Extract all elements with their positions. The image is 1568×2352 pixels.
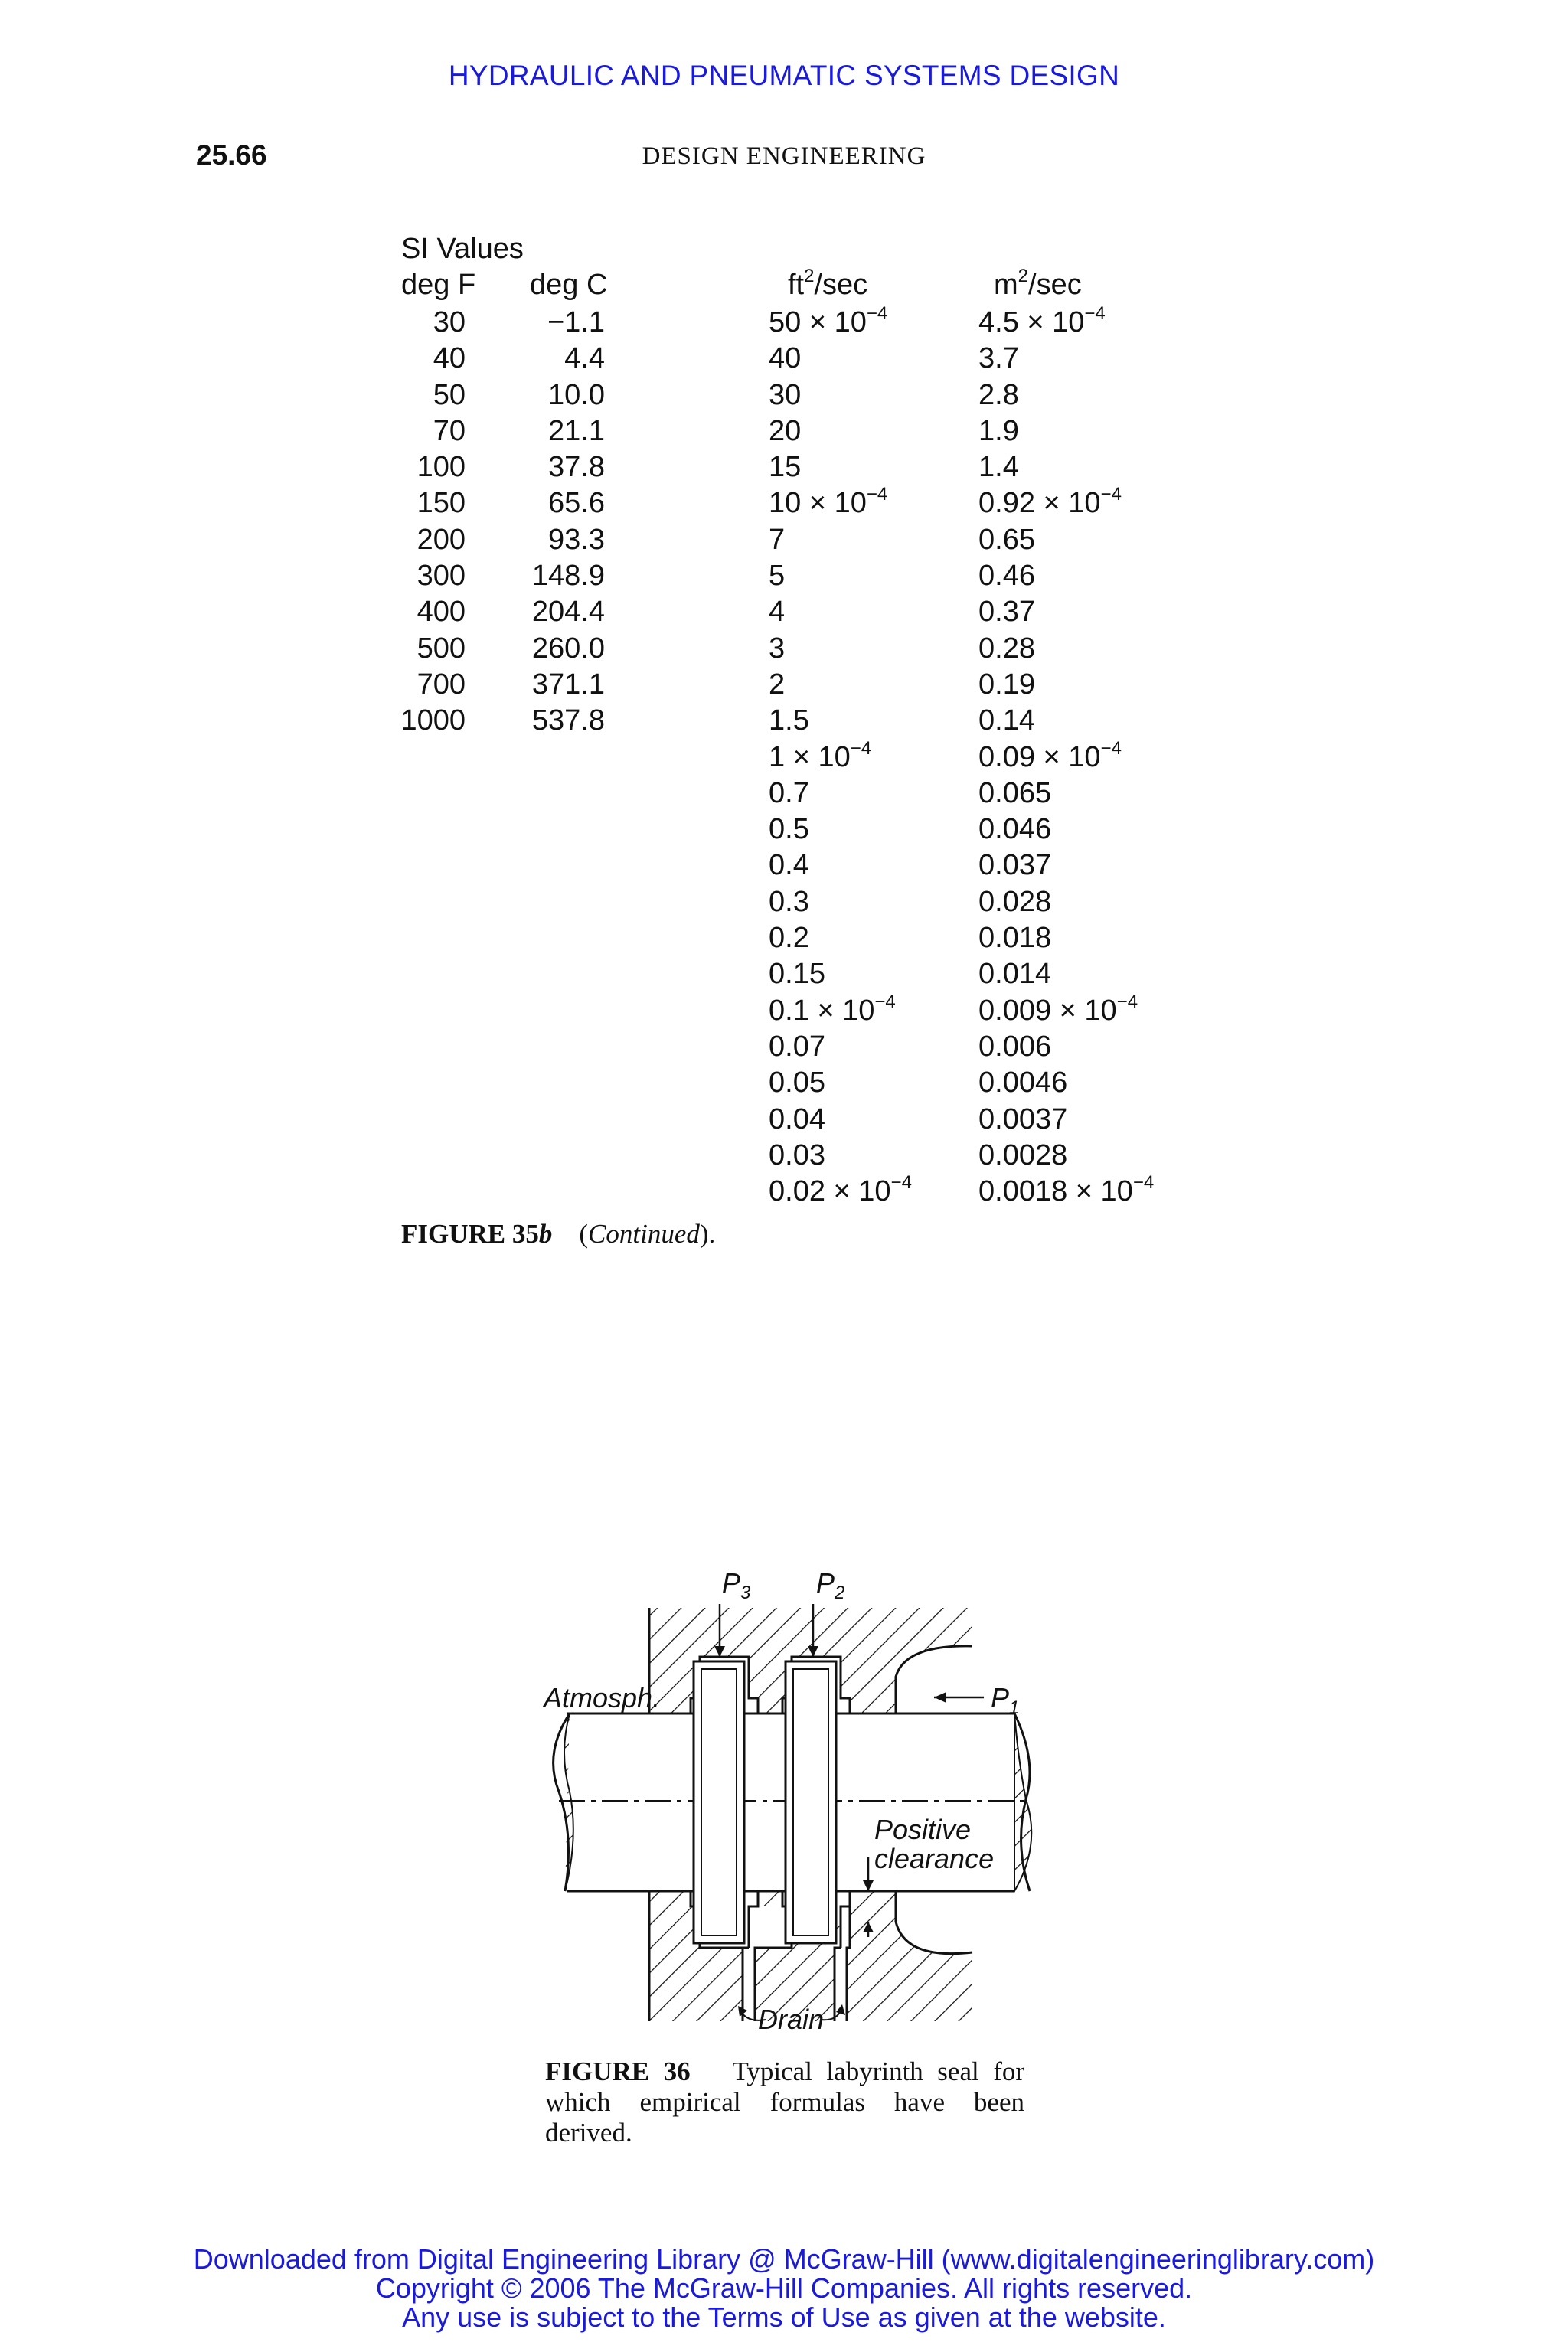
deg_c-cell (521, 341, 605, 377)
deg_c-cell (521, 667, 605, 703)
m2_sec-value: 0.37 (978, 596, 1035, 629)
header-ft-persec: /sec (814, 269, 868, 301)
label-p2: $P_2$ (816, 1567, 845, 1603)
figure-35b-caption: FIGURE 35b (Continued). (401, 1219, 716, 1249)
ft2_sec-value: 10 × 10 (769, 487, 867, 520)
m2_sec-value: 0.018 (978, 922, 1052, 955)
deg_c-value: 37.8 (548, 451, 605, 484)
m2_sec-value: 0.28 (978, 632, 1035, 665)
ft2_sec-cell (769, 1065, 912, 1101)
ft2_sec-cell (769, 594, 912, 630)
m2_sec-cell (978, 485, 1154, 521)
m2_sec-value: 3.7 (978, 342, 1019, 375)
ft2_sec-cell (769, 920, 912, 956)
labyrinth-seal-diagram (536, 1562, 1041, 2052)
deg_f-value: 500 (416, 632, 466, 665)
ft2_sec-cell (769, 631, 912, 667)
ft2_sec-exponent: −4 (874, 991, 896, 1012)
header-ft-exp: 2 (804, 266, 815, 286)
m2_sec-cell (978, 737, 1154, 776)
ft2_sec-cell (769, 522, 912, 558)
m2_sec-cell (978, 1138, 1154, 1174)
m2_sec-cell (978, 594, 1154, 630)
ft2_sec-cell (769, 812, 912, 848)
ft2_sec-value: 0.04 (769, 1102, 825, 1135)
deg_c-value: 21.1 (548, 414, 605, 447)
deg_c-value: −1.1 (547, 306, 605, 338)
m2_sec-cell (978, 377, 1154, 413)
footer-terms: Any use is subject to the Terms of Use as given at the website. (402, 2301, 1166, 2333)
ft2_sec-cell (769, 341, 912, 377)
ft2_sec-exponent: −4 (890, 1172, 912, 1194)
ft2_sec-value: 0.02 × 10 (769, 1175, 891, 1208)
deg_f-cell (398, 341, 466, 377)
m2_sec-cell (978, 920, 1154, 956)
deg_c-cell (521, 305, 605, 341)
label-p3: $P_3$ (722, 1567, 751, 1603)
header-deg-f: deg F (401, 269, 476, 301)
ft2_sec-value: 0.05 (769, 1067, 825, 1099)
figure-36-text: Typical labyrinth seal for which empirical formulas have been derived. (545, 2056, 1025, 2148)
m2_sec-exponent: −4 (1100, 737, 1122, 759)
ft2_sec-value: 0.2 (769, 922, 809, 955)
deg_f-cell (398, 667, 466, 703)
m2_sec-value: 0.006 (978, 1030, 1052, 1063)
deg_f-value: 70 (433, 414, 466, 447)
ft2_sec-cell (769, 305, 912, 341)
deg_c-value: 148.9 (531, 560, 605, 593)
deg_c-cell (521, 485, 605, 521)
page-number: 25.66 (196, 139, 267, 171)
header-ft-text: ft (788, 269, 805, 301)
figure-35b-note: Continued (588, 1219, 700, 1249)
ft2_sec-value: 4 (769, 596, 786, 629)
ft2_sec-cell (769, 1029, 912, 1065)
ft2_sec-exponent: −4 (866, 484, 888, 505)
deg_c-value: 204.4 (531, 596, 605, 629)
column-deg-f (398, 305, 466, 740)
ft2_sec-value: 50 × 10 (769, 306, 867, 338)
m2_sec-cell (978, 884, 1154, 920)
ft2_sec-value: 40 (769, 342, 802, 375)
ft2_sec-cell (769, 884, 912, 920)
deg_f-cell (398, 594, 466, 630)
m2_sec-value: 0.014 (978, 958, 1052, 991)
deg_c-value: 537.8 (531, 704, 605, 737)
ft2_sec-cell (769, 413, 912, 449)
footer-download-link[interactable]: Downloaded from Digital Engineering Library @ McGraw-Hill (www.digitalengineeringlibrary.com) (193, 2243, 1375, 2275)
m2_sec-cell (978, 993, 1154, 1029)
figure-35b-suffix: b (538, 1219, 553, 1249)
deg_f-cell (398, 377, 466, 413)
label-atmosph: Atmosph. (544, 1682, 661, 1713)
deg_c-cell (521, 594, 605, 630)
ft2_sec-cell (769, 1138, 912, 1174)
deg_c-cell (521, 522, 605, 558)
m2_sec-value: 1.4 (978, 451, 1019, 484)
m2_sec-cell (978, 522, 1154, 558)
ft2_sec-cell (769, 1174, 912, 1210)
deg_f-cell (398, 485, 466, 521)
ft2_sec-cell (769, 485, 912, 521)
ft2_sec-cell (769, 377, 912, 413)
m2_sec-value: 4.5 × 10 (978, 306, 1085, 338)
header-m-text: m (994, 269, 1018, 301)
ft2_sec-cell (769, 737, 912, 776)
deg_f-value: 700 (416, 668, 466, 701)
ft2_sec-value: 0.15 (769, 958, 825, 991)
m2_sec-cell (978, 703, 1154, 739)
deg_f-cell (398, 522, 466, 558)
m2_sec-cell (978, 1102, 1154, 1138)
m2_sec-value: 0.46 (978, 560, 1035, 593)
m2_sec-exponent: −4 (1132, 1172, 1155, 1194)
ft2_sec-value: 0.1 × 10 (769, 994, 875, 1027)
ft2_sec-cell (769, 993, 912, 1029)
ft2_sec-value: 1 × 10 (769, 740, 851, 773)
deg_f-value: 100 (416, 451, 466, 484)
ft2_sec-value: 0.3 (769, 885, 809, 918)
deg_f-cell (398, 305, 466, 341)
m2_sec-cell (978, 305, 1154, 341)
ft2_sec-value: 30 (769, 378, 802, 411)
deg_c-value: 4.4 (564, 342, 605, 375)
deg_f-cell (398, 558, 466, 594)
m2_sec-value: 0.0018 × 10 (978, 1175, 1133, 1208)
deg_f-value: 30 (433, 306, 466, 338)
deg_f-value: 400 (416, 596, 466, 629)
deg_f-value: 40 (433, 342, 466, 375)
table-title: SI Values (401, 233, 524, 265)
ft2_sec-value: 1.5 (769, 704, 809, 737)
m2_sec-value: 0.65 (978, 523, 1035, 556)
m2_sec-exponent: −4 (1116, 991, 1138, 1012)
m2_sec-cell (978, 631, 1154, 667)
ft2_sec-value: 20 (769, 414, 802, 447)
m2_sec-value: 0.009 × 10 (978, 994, 1117, 1027)
m2_sec-cell (978, 812, 1154, 848)
ft2_sec-value: 0.5 (769, 813, 809, 846)
m2_sec-value: 0.037 (978, 849, 1052, 882)
m2_sec-value: 0.0028 (978, 1138, 1068, 1171)
figure-36-caption (545, 2056, 1024, 2148)
ft2_sec-cell (769, 449, 912, 485)
m2_sec-exponent: −4 (1100, 484, 1122, 505)
m2_sec-cell (978, 848, 1154, 884)
m2_sec-value: 0.14 (978, 704, 1035, 737)
label-positive: Positive (874, 1814, 972, 1845)
m2_sec-cell (978, 449, 1154, 485)
deg_f-value: 150 (416, 487, 466, 520)
m2_sec-value: 0.92 × 10 (978, 487, 1101, 520)
deg_f-cell (398, 631, 466, 667)
ft2_sec-value: 2 (769, 668, 786, 701)
m2_sec-cell (978, 956, 1154, 992)
m2_sec-value: 0.19 (978, 668, 1035, 701)
ft2_sec-cell (769, 703, 912, 739)
label-p1: $P_1$ (991, 1682, 1020, 1718)
m2_sec-exponent: −4 (1084, 303, 1106, 324)
running-head: DESIGN ENGINEERING (642, 142, 926, 170)
m2_sec-cell (978, 341, 1154, 377)
m2_sec-value: 0.065 (978, 776, 1052, 809)
deg_f-cell (398, 449, 466, 485)
m2_sec-cell (978, 413, 1154, 449)
footer-copyright: Copyright © 2006 The McGraw-Hill Companies. All rights reserved. (375, 2272, 1193, 2304)
deg_c-value: 10.0 (548, 378, 605, 411)
m2_sec-cell (978, 776, 1154, 812)
m2_sec-cell (978, 1065, 1154, 1101)
ft2_sec-value: 5 (769, 560, 786, 593)
m2_sec-cell (978, 1174, 1154, 1210)
deg_c-cell (521, 631, 605, 667)
header-ft2-sec (788, 266, 868, 302)
ft2_sec-value: 0.07 (769, 1030, 825, 1063)
m2_sec-value: 1.9 (978, 414, 1019, 447)
column-m2-sec (978, 305, 1154, 1210)
figure-35b-label: FIGURE 35 (401, 1219, 539, 1249)
label-drain: Drain (758, 2004, 825, 2035)
ft2_sec-value: 0.4 (769, 849, 809, 882)
m2_sec-value: 0.028 (978, 885, 1052, 918)
ft2_sec-exponent: −4 (850, 737, 872, 759)
deg_f-value: 1000 (400, 704, 466, 737)
deg_c-value: 65.6 (548, 487, 605, 520)
ft2_sec-exponent: −4 (866, 303, 888, 324)
deg_f-cell (398, 703, 466, 739)
deg_c-cell (521, 558, 605, 594)
m2_sec-cell (978, 1029, 1154, 1065)
header-m-exp: 2 (1018, 266, 1029, 286)
m2_sec-cell (978, 667, 1154, 703)
footer (0, 2245, 1568, 2332)
deg_c-cell (521, 449, 605, 485)
deg_f-value: 300 (416, 560, 466, 593)
ft2_sec-cell (769, 776, 912, 812)
column-deg-c (521, 305, 605, 740)
ft2_sec-value: 7 (769, 523, 786, 556)
header-deg-c: deg C (530, 269, 608, 301)
deg_f-cell (398, 413, 466, 449)
m2_sec-value: 0.046 (978, 813, 1052, 846)
ft2_sec-value: 0.7 (769, 776, 809, 809)
deg_f-value: 50 (433, 378, 466, 411)
ft2_sec-cell (769, 667, 912, 703)
deg_c-value: 93.3 (548, 523, 605, 556)
label-clearance: clearance (874, 1843, 995, 1874)
deg_c-value: 371.1 (531, 668, 605, 701)
deg_c-cell (521, 377, 605, 413)
m2_sec-value: 0.0037 (978, 1102, 1068, 1135)
ft2_sec-cell (769, 848, 912, 884)
deg_c-cell (521, 413, 605, 449)
m2_sec-cell (978, 558, 1154, 594)
header-m-persec: /sec (1028, 269, 1082, 301)
m2_sec-value: 0.0046 (978, 1067, 1068, 1099)
deg_c-value: 260.0 (531, 632, 605, 665)
deg_c-cell (521, 703, 605, 739)
ft2_sec-cell (769, 558, 912, 594)
header-m2-sec (994, 266, 1082, 302)
figure-36-label: FIGURE 36 (545, 2056, 691, 2086)
deg_f-value: 200 (416, 523, 466, 556)
book-title: HYDRAULIC AND PNEUMATIC SYSTEMS DESIGN (448, 60, 1120, 91)
column-ft2-sec (769, 305, 912, 1210)
m2_sec-value: 2.8 (978, 378, 1019, 411)
ft2_sec-cell (769, 1102, 912, 1138)
ft2_sec-value: 3 (769, 632, 786, 665)
ft2_sec-cell (769, 956, 912, 992)
ft2_sec-value: 15 (769, 451, 802, 484)
m2_sec-value: 0.09 × 10 (978, 740, 1101, 773)
ft2_sec-value: 0.03 (769, 1138, 825, 1171)
